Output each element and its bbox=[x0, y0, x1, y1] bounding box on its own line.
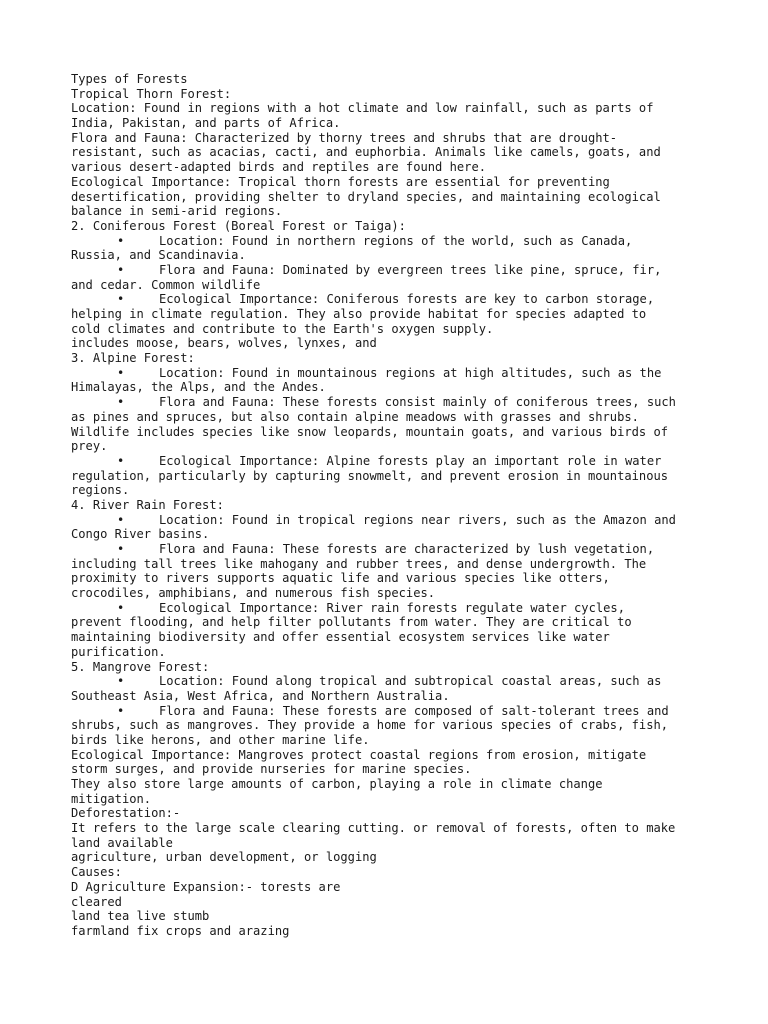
line-text: Flora and Fauna: These forests consist mainly of coniferous trees, such bbox=[159, 395, 676, 410]
text-line bbox=[71, 72, 711, 87]
text-line bbox=[71, 87, 711, 102]
line-text: resistant, such as acacias, cacti, and euphorbia. Animals like camels, goats, and bbox=[71, 145, 661, 160]
bullet-marker: • bbox=[117, 365, 125, 380]
line-text: cold climates and contribute to the Earth's oxygen supply. bbox=[71, 321, 494, 336]
line-text: Southeast Asia, West Africa, and Northern Australia. bbox=[71, 688, 450, 703]
line-text: Types of Forests bbox=[71, 72, 188, 86]
line-text: Ecological Importance: Tropical thorn forests are essential for preventing bbox=[71, 174, 610, 189]
text-line bbox=[71, 645, 711, 660]
text-line bbox=[71, 248, 711, 263]
text-line bbox=[71, 101, 711, 116]
text-line bbox=[71, 586, 711, 601]
text-line bbox=[71, 660, 711, 675]
line-text: Flora and Fauna: These forests are characterized by lush vegetation, bbox=[159, 542, 655, 556]
line-text: farmland fix crops and arazing bbox=[71, 923, 290, 938]
line-text: Russia, and Scandinavia. bbox=[71, 248, 246, 263]
line-text: cleared bbox=[71, 894, 122, 909]
line-text: Ecological Importance: Mangroves protect coastal regions from erosion, mitigate bbox=[71, 747, 647, 762]
text-line bbox=[71, 175, 711, 190]
line-text: proximity to rivers supports aquatic life and various species like otters, bbox=[71, 571, 610, 586]
bullet-line bbox=[71, 542, 711, 557]
bullet-marker: • bbox=[117, 262, 125, 277]
text-line bbox=[71, 498, 711, 513]
text-line bbox=[71, 219, 711, 234]
line-text: Tropical Thorn Forest: bbox=[71, 86, 232, 101]
line-text: Congo River basins. bbox=[71, 527, 210, 542]
text-line bbox=[71, 806, 711, 821]
line-text: regulation, particularly by capturing snowmelt, and prevent erosion in mountainous bbox=[71, 468, 669, 483]
line-text: includes moose, bears, wolves, lynxes, and bbox=[71, 336, 377, 351]
line-text: mitigation. bbox=[71, 791, 152, 806]
text-line bbox=[71, 895, 711, 910]
line-text: regions. bbox=[71, 483, 130, 498]
line-text: agriculture, urban development, or logging bbox=[71, 850, 377, 865]
text-line bbox=[71, 615, 711, 630]
text-line bbox=[71, 425, 711, 440]
text-line bbox=[71, 307, 711, 322]
text-line bbox=[71, 322, 711, 337]
bullet-marker: • bbox=[117, 542, 125, 556]
text-line bbox=[71, 748, 711, 763]
line-text: and cedar. Common wildlife bbox=[71, 277, 261, 292]
line-text: helping in climate regulation. They also provide habitat for species adapted to bbox=[71, 307, 647, 321]
text-line bbox=[71, 630, 711, 645]
text-line bbox=[71, 836, 711, 851]
text-line bbox=[71, 204, 711, 219]
line-text: storm surges, and provide nurseries for marine species. bbox=[71, 762, 472, 777]
line-text: 5. Mangrove Forest: bbox=[71, 659, 210, 674]
text-line bbox=[71, 160, 711, 175]
text-line bbox=[71, 483, 711, 498]
bullet-line bbox=[71, 454, 711, 469]
text-line bbox=[71, 792, 711, 807]
line-text: various desert-adapted birds and reptiles are found here. bbox=[71, 160, 487, 175]
text-line bbox=[71, 733, 711, 748]
text-line bbox=[71, 410, 711, 425]
bullet-line bbox=[71, 395, 711, 410]
text-line bbox=[71, 718, 711, 733]
text-line bbox=[71, 777, 711, 792]
text-line bbox=[71, 131, 711, 146]
line-text: Ecological Importance: River rain forests regulate water cycles, bbox=[159, 600, 625, 615]
line-text: balance in semi-arid regions. bbox=[71, 204, 283, 219]
line-text: purification. bbox=[71, 644, 166, 659]
text-line bbox=[71, 278, 711, 293]
line-text: India, Pakistan, and parts of Africa. bbox=[71, 116, 341, 131]
text-line bbox=[71, 145, 711, 160]
text-line bbox=[71, 821, 711, 836]
line-text: maintaining biodiversity and offer essential ecosystem services like water bbox=[71, 630, 610, 645]
text-line bbox=[71, 336, 711, 351]
text-line bbox=[71, 865, 711, 880]
text-line bbox=[71, 909, 711, 924]
bullet-marker: • bbox=[117, 512, 125, 527]
line-text: crocodiles, amphibians, and numerous fish species. bbox=[71, 586, 436, 601]
bullet-marker: • bbox=[117, 395, 125, 410]
text-line bbox=[71, 880, 711, 895]
bullet-line bbox=[71, 601, 711, 616]
text-line bbox=[71, 762, 711, 777]
line-text: Location: Found in mountainous regions at high altitudes, such as the bbox=[159, 365, 662, 380]
bullet-marker: • bbox=[117, 233, 125, 248]
line-text: shrubs, such as mangroves. They provide a home for various species of crabs, fish, bbox=[71, 718, 669, 733]
line-text: Flora and Fauna: Characterized by thorny trees and shrubs that are drought- bbox=[71, 130, 618, 145]
text-line bbox=[71, 689, 711, 704]
line-text: Location: Found in regions with a hot climate and low rainfall, such as parts of bbox=[71, 101, 654, 116]
text-line bbox=[71, 924, 711, 939]
line-text: They also store large amounts of carbon, playing a role in climate change bbox=[71, 777, 603, 791]
line-text: Flora and Fauna: These forests are composed of salt-tolerant trees and bbox=[159, 703, 669, 718]
bullet-line bbox=[71, 366, 711, 381]
line-text: Location: Found in tropical regions near rivers, such as the Amazon and bbox=[159, 512, 676, 527]
document-body bbox=[71, 72, 711, 939]
line-text: 3. Alpine Forest: bbox=[71, 351, 195, 366]
line-text: land tea live stumb bbox=[71, 909, 210, 924]
bullet-line bbox=[71, 263, 711, 278]
bullet-line bbox=[71, 234, 711, 249]
line-text: as pines and spruces, but also contain alpine meadows with grasses and shrubs. bbox=[71, 409, 639, 424]
line-text: Himalayas, the Alps, and the Andes. bbox=[71, 380, 326, 395]
line-text: Location: Found along tropical and subtropical coastal areas, such as bbox=[159, 674, 662, 689]
bullet-line bbox=[71, 292, 711, 307]
text-line bbox=[71, 116, 711, 131]
line-text: Ecological Importance: Coniferous forests are key to carbon storage, bbox=[159, 292, 655, 307]
line-text: 2. Coniferous Forest (Boreal Forest or Taiga): bbox=[71, 218, 406, 233]
bullet-marker: • bbox=[117, 292, 125, 307]
bullet-line bbox=[71, 704, 711, 719]
line-text: Causes: bbox=[71, 865, 122, 880]
line-text: birds like herons, and other marine life. bbox=[71, 732, 370, 747]
text-line bbox=[71, 527, 711, 542]
line-text: prey. bbox=[71, 439, 108, 454]
bullet-marker: • bbox=[117, 703, 125, 718]
text-line bbox=[71, 380, 711, 395]
text-line bbox=[71, 351, 711, 366]
bullet-marker: • bbox=[117, 674, 125, 689]
text-line bbox=[71, 439, 711, 454]
line-text: Location: Found in northern regions of the world, such as Canada, bbox=[159, 233, 633, 248]
bullet-marker: • bbox=[117, 600, 125, 615]
line-text: Deforestation:- bbox=[71, 806, 181, 821]
text-line bbox=[71, 190, 711, 205]
line-text: Flora and Fauna: Dominated by evergreen trees like pine, spruce, fir, bbox=[159, 262, 662, 277]
text-line bbox=[71, 557, 711, 572]
line-text: including tall trees like mahogany and rubber trees, and dense undergrowth. The bbox=[71, 556, 647, 571]
line-text: It refers to the large scale clearing cutting. or removal of forests, often to make bbox=[71, 821, 676, 836]
line-text: Wildlife includes species like snow leopards, mountain goats, and various birds of bbox=[71, 424, 669, 439]
line-text: 4. River Rain Forest: bbox=[71, 497, 224, 512]
bullet-marker: • bbox=[117, 453, 125, 468]
text-line bbox=[71, 850, 711, 865]
line-text: D Agriculture Expansion:- torests are bbox=[71, 879, 341, 894]
text-line bbox=[71, 469, 711, 484]
line-text: Ecological Importance: Alpine forests play an important role in water bbox=[159, 453, 662, 468]
bullet-line bbox=[71, 513, 711, 528]
line-text: land available bbox=[71, 835, 173, 850]
line-text: prevent flooding, and help filter pollutants from water. They are critical to bbox=[71, 615, 632, 630]
line-text: desertification, providing shelter to dryland species, and maintaining ecological bbox=[71, 189, 661, 204]
bullet-line bbox=[71, 674, 711, 689]
text-line bbox=[71, 571, 711, 586]
